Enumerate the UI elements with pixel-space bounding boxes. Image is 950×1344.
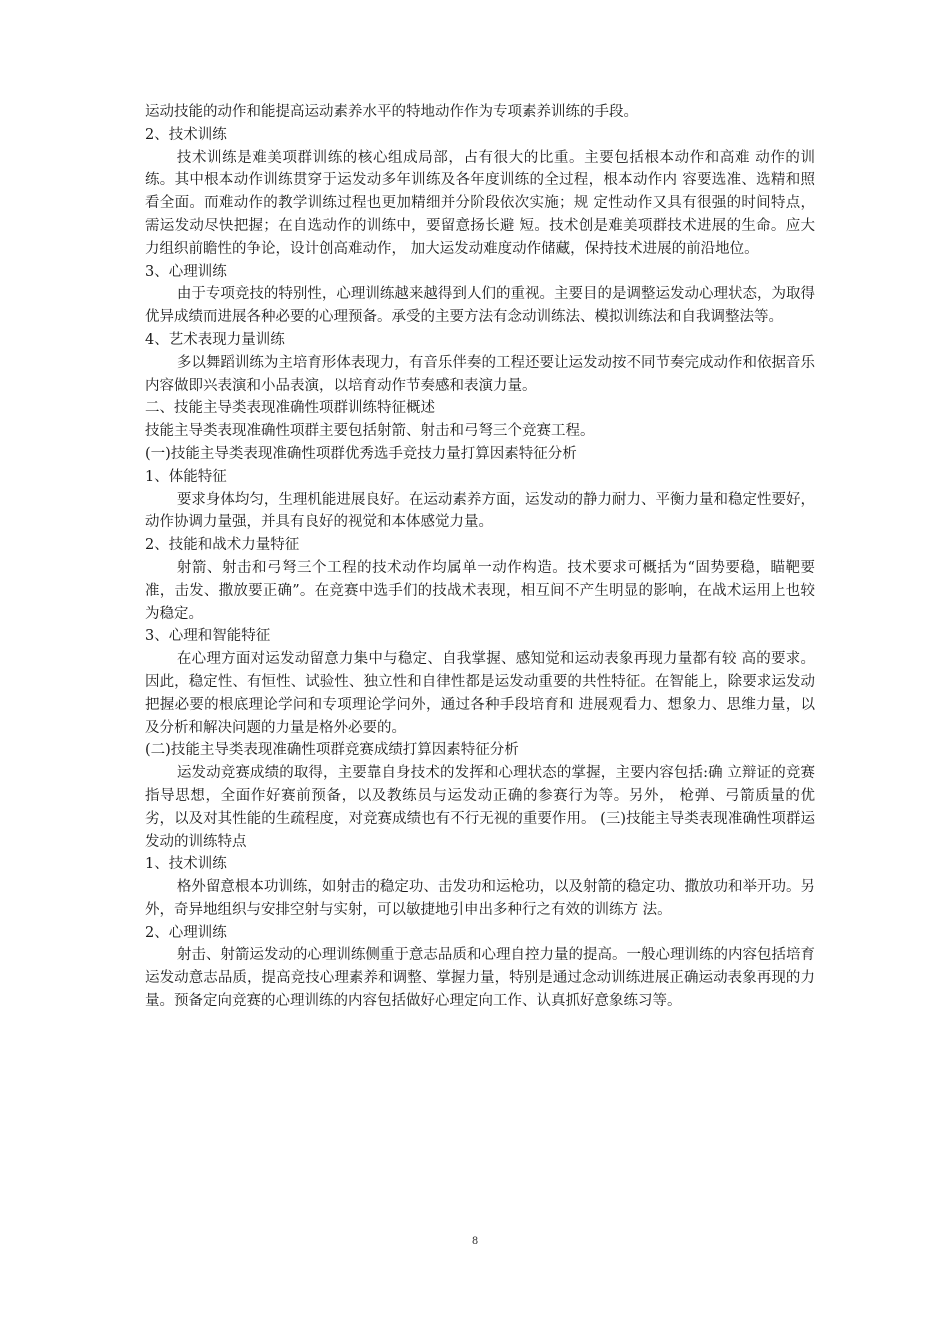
section-heading-artistic-expression: 4、艺术表现力量训练 bbox=[145, 331, 285, 348]
document-body bbox=[145, 101, 815, 1013]
section-heading-psychological-training: 3、心理训练 bbox=[145, 263, 227, 280]
paragraph-psychology-intelligence: 在心理方面对运发动留意力集中与稳定、自我掌握、感知觉和运动表象再现力量都有较 高的要求。因此，稳定性、有恒性、试验性、独立性和自律性都是运发动重要的共性特征。在智能上，除要求运发动把握必要的根底理论学问和专项理论学问外，通过各种手段培育和 进展观看力、想象力、思维力量，以及分析和解决问题的力量是格外必要的。 bbox=[145, 651, 815, 736]
section-heading-skill-tactics: 2、技能和战术力量特征 bbox=[145, 537, 300, 554]
page-number: 8 bbox=[471, 1236, 479, 1247]
paragraph-psychological-training-2: 射击、射箭运发动的心理训练侧重于意志品质和心理自控力量的提高。一般心理训练的内容包括培育运发动意志品质，提高竞技心理素养和调整、掌握力量，特别是通过念动训练进展正确运动表象再现的力量。预备定向竞赛的心理训练的内容包括做好心理定向工作、认真抓好意象练习等。 bbox=[145, 947, 815, 1010]
paragraph-continuation: 运动技能的动作和能提高运动素养水平的特地动作作为专项素养训练的手段。 bbox=[145, 104, 638, 120]
section-heading-technique-training-2: 1、技术训练 bbox=[145, 856, 227, 873]
paragraph-accuracy-group-intro: 技能主导类表现准确性项群主要包括射箭、射击和弓弩三个竞赛工程。 bbox=[145, 423, 595, 440]
section-heading-technique-training: 2、技术训练 bbox=[145, 126, 227, 143]
paragraph-physical-features: 要求身体均匀，生理机能进展良好。在运动素养方面，运发动的静力耐力、平衡力量和稳定性要好，动作协调力量强，并具有良好的视觉和本体感觉力量。 bbox=[145, 491, 815, 531]
paragraph-technique-training: 技术训练是难美项群训练的核心组成局部，占有很大的比重。主要包括根本动作和高难 动作的训练。其中根本动作训练贯穿于运发动多年训练及各年度训练的全过程，根本动作内 容要选准、选精和照看全面。而难动作的教学训练过程也更加精细并分阶段依次实施；规 定性动作又具有很强的时间特点，需运发动尽快把握；在自选动作的训练中，要留意扬长避 短。技术创是难美项群技术进展的生命。应大力组织前瞻性的争论，设计创高难动作， 加大运发动难度动作储藏，保持技术进展的前沿地位。 bbox=[145, 149, 815, 257]
chapter-heading-accuracy-group: 二、技能主导类表现准确性项群训练特征概述 bbox=[145, 400, 435, 417]
section-heading-psychology-intelligence: 3、心理和智能特征 bbox=[145, 628, 271, 645]
paragraph-competition-factors: 运发动竞赛成绩的取得，主要靠自身技术的发挥和心理状态的掌握，主要内容包括:确 立辩证的竞赛指导思想，全面作好赛前预备，以及教练员与运发动正确的参赛行为等。另外， 枪弹、弓箭质量的优劣，以及对其性能的生疏程度，对竞赛成绩也有不行无视的重要作用。 (三)技能主导类表现准确性项群运发动的训练特点 bbox=[145, 765, 815, 850]
section-heading-physical-features: 1、体能特征 bbox=[145, 468, 227, 485]
subchapter-heading-competition-factors: (二)技能主导类表现准确性项群竞赛成绩打算因素特征分析 bbox=[145, 742, 519, 759]
paragraph-artistic-expression: 多以舞蹈训练为主培育形体表现力，有音乐伴奏的工程还要让运发动按不同节奏完成动作和依据音乐内容做即兴表演和小品表演，以培育动作节奏感和表演力量。 bbox=[145, 354, 815, 394]
paragraph-skill-tactics: 射箭、射击和弓弩三个工程的技术动作均属单一动作构造。技术要求可概括为“固势要稳，瞄靶要准，击发、撒放要正确”。在竞赛中选手们的技战术表现，相互间不产生明显的影响，在战术运用上也较为稳定。 bbox=[145, 559, 815, 622]
section-heading-psychological-training-2: 2、心理训练 bbox=[145, 924, 227, 941]
subchapter-heading-athlete-factors: (一)技能主导类表现准确性项群优秀选手竞技力量打算因素特征分析 bbox=[145, 445, 577, 462]
paragraph-psychological-training: 由于专项竞技的特别性，心理训练越来越得到人们的重视。主要目的是调整运发动心理状态，为取得优异成绩而进展各种必要的心理预备。承受的主要方法有念动训练法、模拟训练法和自我调整法等。 bbox=[145, 286, 815, 326]
paragraph-technique-training-2: 格外留意根本功训练，如射击的稳定功、击发功和运枪功，以及射箭的稳定功、撒放功和举开功。另外，奇异地组织与安排空射与实射，可以敏捷地引申出多种行之有效的训练方 法。 bbox=[145, 879, 815, 918]
